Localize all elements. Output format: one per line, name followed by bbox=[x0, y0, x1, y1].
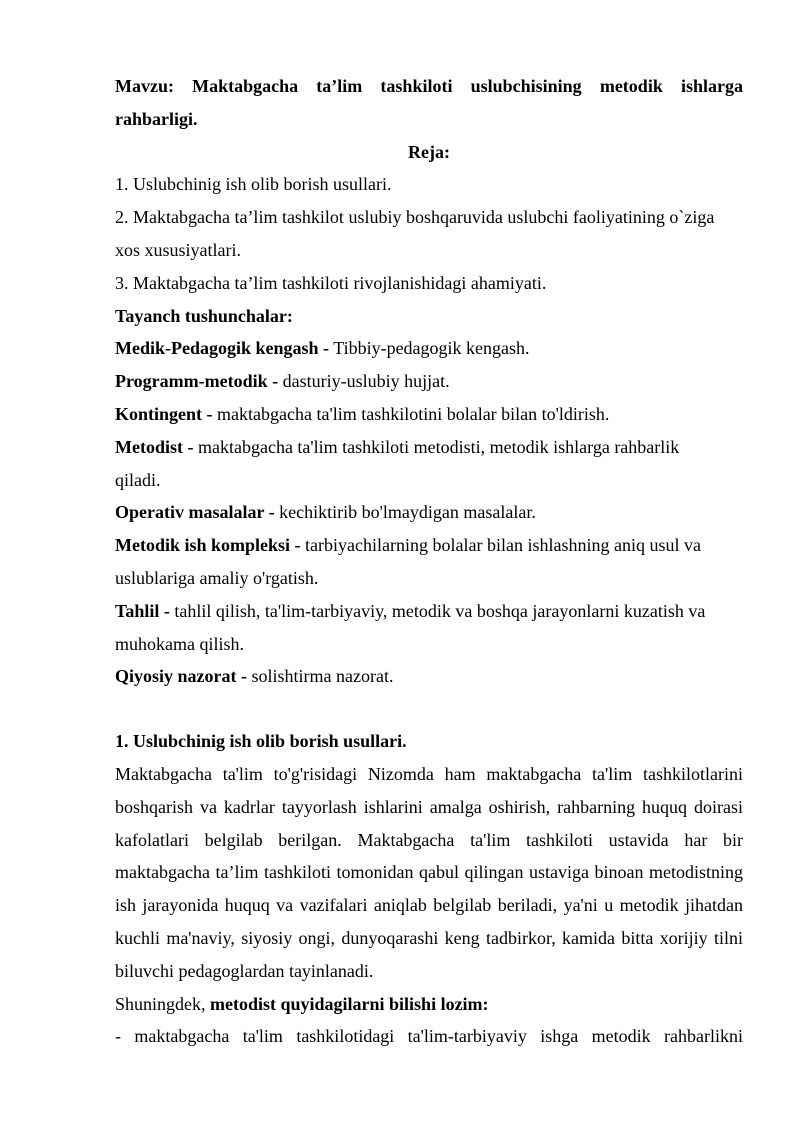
shuningdek-prefix: Shuningdek, bbox=[115, 993, 211, 1014]
term-name: Kontingent - bbox=[115, 403, 213, 424]
term-name: Operativ masalalar - bbox=[115, 502, 275, 523]
plan-item: 2. Maktabgacha ta’lim tashkilot uslubiy boshqaruvida uslubchi faoliyatining o`ziga xos xususiyatlari. bbox=[115, 207, 715, 260]
plan-item: 1. Uslubchinig ish olib borish usullari. bbox=[115, 174, 392, 195]
key-terms-heading: Tayanch tushunchalar: bbox=[115, 305, 293, 326]
term-name: Tahlil - bbox=[115, 600, 170, 621]
document-page bbox=[115, 70, 743, 1053]
term-entry bbox=[115, 398, 743, 431]
plan-heading: Reja: bbox=[408, 141, 450, 162]
document-title: Mavzu: Maktabgacha ta’lim tashkiloti uslubchisining metodik ishlarga rahbarligi. bbox=[115, 76, 743, 129]
term-entry bbox=[115, 660, 743, 693]
plan-item: 3. Maktabgacha ta’lim tashkiloti rivojlanishidagi ahamiyati. bbox=[115, 272, 547, 293]
term-definition: dasturiy-uslubiy hujjat. bbox=[278, 371, 450, 392]
term-definition: solishtirma nazorat. bbox=[247, 666, 394, 687]
section-paragraph: Maktabgacha ta'lim to'g'risidagi Nizomda ham maktabgacha ta'lim tashkilotlarini boshqarish va kadrlar tayyorlash ishlarini amalga oshirish, rahbarning huquq doirasi kafolatlari belgilab berilgan. Maktabgacha ta'lim tashkiloti ustavida har bir maktabgacha ta’lim tashkiloti tomonidan qabul qilingan ustaviga binoan metodistning ish jarayonida huquq va vazifalari aniqlab belgilab beriladi, ya'ni u metodik jihatdan kuchli ma'naviy, siyosiy ongi, dunyoqarashi keng tadbirkor, kamida bitta xorijiy tilni biluvchi pedagoglardan tayinlanadi. bbox=[115, 763, 743, 981]
term-definition: maktabgacha ta'lim tashkiloti metodisti, metodik ishlarga rahbarlik qiladi. bbox=[115, 436, 680, 490]
term-definition: tahlil qilish, ta'lim-tarbiyaviy, metodik va boshqa jarayonlarni kuzatish va muhokama qilish. bbox=[115, 600, 706, 654]
section-heading: 1. Uslubchinig ish olib borish usullari. bbox=[115, 731, 407, 752]
term-entry bbox=[115, 496, 743, 529]
term-name: Metodist - bbox=[115, 436, 194, 457]
term-entry bbox=[115, 332, 743, 365]
term-entry bbox=[115, 431, 743, 497]
term-definition: maktabgacha ta'lim tashkilotini bolalar bilan to'ldirish. bbox=[212, 403, 610, 424]
term-name: Metodik ish kompleksi - bbox=[115, 535, 301, 556]
shuningdek-bold: metodist quyidagilarni bilishi lozim: bbox=[210, 993, 489, 1014]
term-definition: kechiktirib bo'lmaydigan masalalar. bbox=[274, 502, 536, 523]
term-name: Qiyosiy nazorat - bbox=[115, 666, 247, 687]
term-entry bbox=[115, 365, 743, 398]
term-name: Programm-metodik - bbox=[115, 371, 279, 392]
spacer bbox=[115, 693, 743, 725]
term-name: Medik-Pedagogik kengash - bbox=[115, 338, 330, 359]
term-definition: tarbiyachilarning bolalar bilan ishlashning aniq usul va uslublariga amaliy o'rgatish. bbox=[115, 535, 701, 588]
term-definition: Tibbiy-pedagogik kengash. bbox=[329, 338, 530, 359]
list-item: - maktabgacha ta'lim tashkilotidagi ta'lim-tarbiyaviy ishga metodik rahbarlikni bbox=[115, 1026, 743, 1047]
shuningdek-line bbox=[115, 988, 743, 1021]
term-entry bbox=[115, 595, 743, 661]
term-entry bbox=[115, 529, 743, 595]
